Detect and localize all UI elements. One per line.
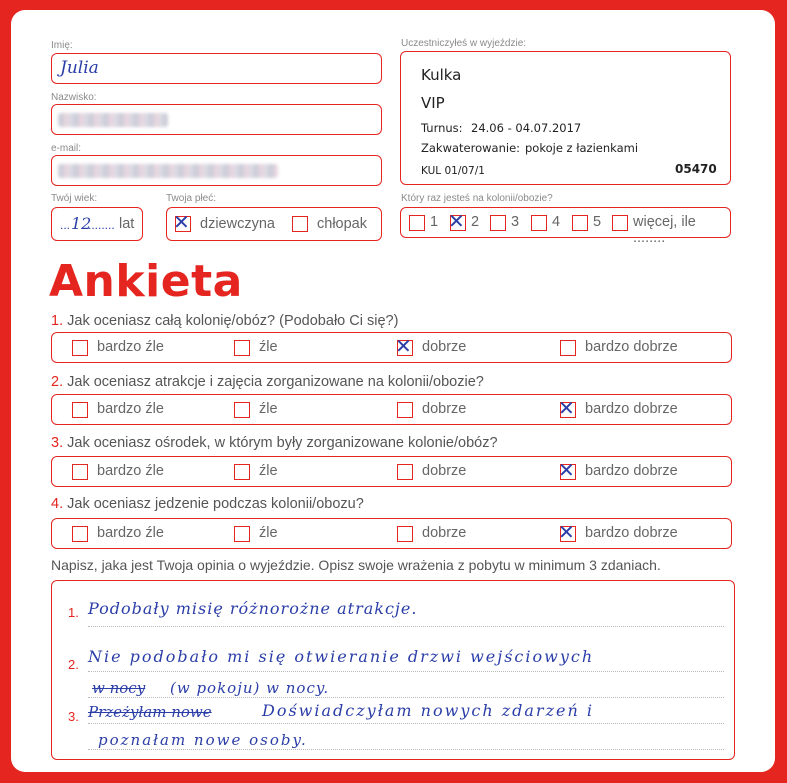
q1-option-checkbox[interactable] [72, 340, 88, 356]
question-1-options [51, 332, 732, 363]
trip-tag: VIP [421, 94, 445, 112]
question-1 [51, 313, 398, 329]
times-checkbox-4[interactable] [531, 215, 547, 231]
answer-3-line-2: poznałam nowe osoby. [98, 731, 308, 749]
gender-checkbox-boy[interactable] [292, 216, 308, 232]
check-mark-icon: ✕ [558, 396, 575, 420]
writing-line [88, 697, 724, 698]
check-mark-icon: ✕ [448, 209, 465, 233]
times-option-label: 1 [430, 214, 439, 230]
gender-label: Twoja płeć: [166, 193, 217, 204]
q3-option-label: bardzo źle [97, 463, 164, 479]
trip-code: KUL 01/07/1 [421, 165, 485, 177]
q3-option-label: bardzo dobrze [585, 463, 678, 479]
gender-option-label: dziewczyna [200, 216, 275, 232]
age-value: 12 [71, 214, 92, 233]
turnus-value: 24.06 - 04.07.2017 [471, 121, 582, 135]
writing-line [88, 723, 724, 724]
age-unit: lat [119, 216, 135, 232]
q3-option-label: dobrze [422, 463, 467, 479]
age-field[interactable] [51, 207, 143, 241]
opinion-box[interactable] [51, 580, 735, 760]
gender-field [166, 207, 382, 241]
trip-number: 05470 [675, 162, 717, 176]
times-option-label: 2 [471, 214, 480, 230]
question-2 [51, 374, 484, 390]
question-text: Jak oceniasz całą kolonię/obóz? (Podobało Ci się?) [67, 313, 399, 329]
question-3 [51, 435, 498, 451]
email-label: e-mail: [51, 143, 82, 154]
age-dots-suffix: ........ [88, 218, 115, 232]
writing-line [88, 749, 724, 750]
answer-1-line-1: Podobały misię różnorożne atrakcje. [88, 599, 418, 618]
q3-option-checkbox[interactable] [558, 458, 576, 482]
times-label: Który raz jesteś na kolonii/obozie? [401, 193, 553, 204]
times-option-label: 4 [552, 214, 561, 230]
check-mark-icon: ✕ [173, 210, 190, 234]
question-text: Jak oceniasz atrakcje i zajęcia zorganizowane na kolonii/obozie? [67, 374, 484, 390]
times-checkbox-1[interactable] [409, 215, 425, 231]
survey-title: Ankieta [49, 256, 243, 307]
q2-option-label: bardzo źle [97, 401, 164, 417]
q2-option-label: dobrze [422, 401, 467, 417]
question-number: 4. [51, 496, 64, 512]
trip-name: Kulka [421, 66, 462, 84]
check-mark-icon: ✕ [558, 520, 575, 544]
q2-option-checkbox[interactable] [72, 402, 88, 418]
times-checkbox-5[interactable] [572, 215, 588, 231]
q1-option-checkbox[interactable] [395, 334, 413, 358]
answer-3-struck: Przeżyłam nowe [88, 703, 212, 721]
q1-option-checkbox[interactable] [560, 340, 576, 356]
answer-2-line-2: (w pokoju) w nocy. [170, 679, 330, 697]
question-text: Jak oceniasz jedzenie podczas kolonii/obozu? [67, 496, 364, 512]
times-option-label: więcej, ile ........ [633, 214, 696, 246]
times-field [400, 207, 731, 246]
surname-label: Nazwisko: [51, 92, 97, 103]
question-number: 1. [51, 313, 64, 329]
writing-line [88, 671, 724, 672]
times-option-label: 3 [511, 214, 520, 230]
q3-option-checkbox[interactable] [234, 464, 250, 480]
q4-option-checkbox[interactable] [558, 520, 576, 544]
answer-number: 1. [68, 605, 79, 620]
times-option-label: 5 [593, 214, 602, 230]
check-mark-icon: ✕ [395, 334, 412, 358]
q4-option-checkbox[interactable] [397, 526, 413, 542]
trip-box [400, 51, 731, 185]
name-value: Julia [60, 58, 99, 78]
times-checkbox-3[interactable] [490, 215, 506, 231]
survey-sheet [11, 10, 775, 772]
question-number: 3. [51, 435, 64, 451]
question-4 [51, 496, 364, 512]
q3-option-checkbox[interactable] [72, 464, 88, 480]
q2-option-label: źle [259, 401, 278, 417]
question-4-options [51, 518, 732, 549]
trip-label: Uczestniczyłeś w wyjeździe: [401, 38, 527, 49]
q3-option-checkbox[interactable] [397, 464, 413, 480]
check-mark-icon: ✕ [558, 458, 575, 482]
q3-option-label: źle [259, 463, 278, 479]
q2-option-checkbox[interactable] [558, 396, 576, 420]
question-number: 2. [51, 374, 64, 390]
question-text: Jak oceniasz ośrodek, w którym były zorganizowane kolonie/obóz? [67, 435, 498, 451]
q2-option-checkbox[interactable] [397, 402, 413, 418]
q4-option-label: bardzo dobrze [585, 525, 678, 541]
answer-number: 2. [68, 657, 79, 672]
q4-option-label: dobrze [422, 525, 467, 541]
email-field[interactable] [51, 155, 382, 186]
surname-field[interactable] [51, 104, 382, 135]
times-checkbox-more[interactable] [612, 215, 628, 231]
q4-option-label: bardzo źle [97, 525, 164, 541]
times-checkbox-2[interactable] [448, 209, 466, 233]
q1-option-checkbox[interactable] [234, 340, 250, 356]
q1-option-label: bardzo dobrze [585, 339, 678, 355]
q2-option-label: bardzo dobrze [585, 401, 678, 417]
q4-option-label: źle [259, 525, 278, 541]
gender-checkbox-girl[interactable] [173, 210, 191, 234]
answer-3-line-1: Doświadczyłam nowych zdarzeń i [262, 701, 594, 720]
q4-option-checkbox[interactable] [72, 526, 88, 542]
answer-2-struck: w nocy [92, 679, 146, 697]
age-dots-prefix: ... [60, 218, 71, 232]
zakw-label: Zakwaterowanie: [421, 141, 521, 155]
age-label: Twój wiek: [51, 193, 98, 204]
redacted-email [58, 164, 278, 178]
question-3-options [51, 456, 732, 487]
q1-option-label: bardzo źle [97, 339, 164, 355]
opinion-prompt: Napisz, jaka jest Twoja opinia o wyjeździe. Opisz swoje wrażenia z pobytu w minimum 3 zdaniach. [51, 557, 661, 573]
turnus-label: Turnus: [421, 121, 463, 135]
redacted-surname [58, 113, 168, 127]
q2-option-checkbox[interactable] [234, 402, 250, 418]
answer-number: 3. [68, 709, 79, 724]
question-2-options [51, 394, 732, 425]
zakw-value: pokoje z łazienkami [525, 141, 639, 155]
q4-option-checkbox[interactable] [234, 526, 250, 542]
writing-line [88, 626, 724, 627]
name-label: Imię: [51, 40, 73, 51]
q1-option-label: dobrze [422, 339, 467, 355]
answer-2-line-1: Nie podobało mi się otwieranie drzwi wejściowych [88, 647, 595, 666]
gender-option-label: chłopak [317, 216, 367, 232]
name-field[interactable] [51, 53, 382, 84]
q1-option-label: źle [259, 339, 278, 355]
